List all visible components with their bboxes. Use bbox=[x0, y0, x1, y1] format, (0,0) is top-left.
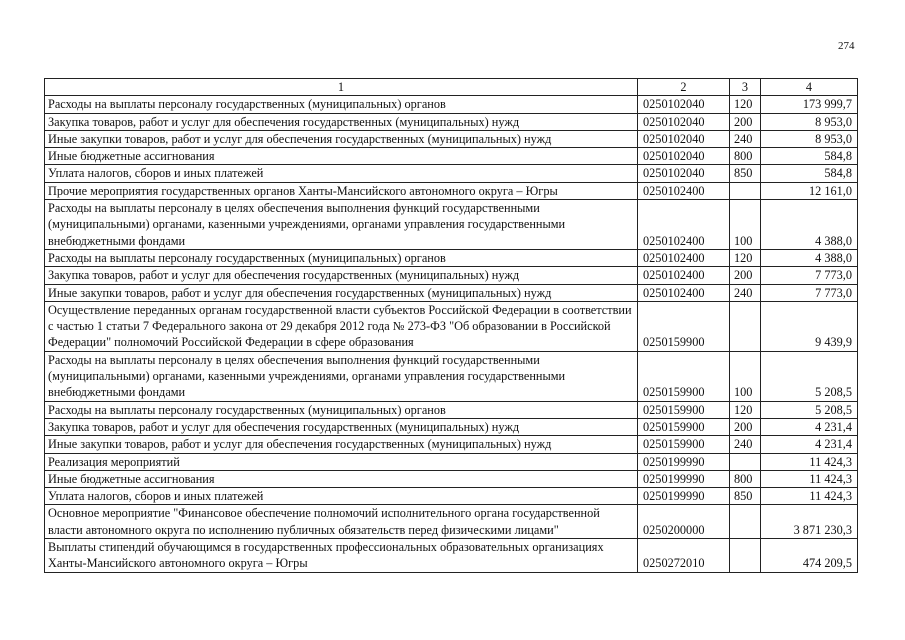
row-code-cell: 0250102400 bbox=[638, 249, 730, 266]
row-code-cell: 0250200000 bbox=[638, 505, 730, 539]
row-code-cell: 0250272010 bbox=[638, 539, 730, 573]
header-col-1: 1 bbox=[45, 79, 638, 96]
row-type-cell: 120 bbox=[730, 401, 761, 418]
row-name-cell: Расходы на выплаты персоналу государственных (муниципальных) органов bbox=[45, 249, 638, 266]
row-code-cell: 0250102400 bbox=[638, 182, 730, 199]
table-row bbox=[45, 284, 858, 301]
table-row bbox=[45, 488, 858, 505]
row-type-cell: 240 bbox=[730, 436, 761, 453]
row-type-cell: 800 bbox=[730, 470, 761, 487]
row-amount-cell: 3 871 230,3 bbox=[761, 505, 858, 539]
row-amount-cell: 11 424,3 bbox=[761, 453, 858, 470]
row-type-cell bbox=[730, 505, 761, 539]
row-type-cell: 800 bbox=[730, 148, 761, 165]
row-name-cell: Расходы на выплаты персоналу государственных (муниципальных) органов bbox=[45, 96, 638, 113]
row-amount-cell: 4 388,0 bbox=[761, 249, 858, 266]
row-type-cell: 850 bbox=[730, 488, 761, 505]
row-name-cell: Закупка товаров, работ и услуг для обеспечения государственных (муниципальных) нужд bbox=[45, 113, 638, 130]
row-code-cell: 0250159900 bbox=[638, 418, 730, 435]
row-amount-cell: 7 773,0 bbox=[761, 284, 858, 301]
table-header-row bbox=[45, 79, 858, 96]
row-name-cell: Осуществление переданных органам государственной власти субъектов Российской Федерации в соответствии с частью 1 статьи 7 Федерального закона от 29 декабря 2012 года № 273-ФЗ "Об образовании в Российской Федерации" полномочий Российской Федерации в сфере образования bbox=[45, 301, 638, 351]
row-name-cell: Расходы на выплаты персоналу в целях обеспечения выполнения функций государственными (муниципальными) органами, казенными учреждениями, органами управления государственными внебюджетными фондами bbox=[45, 351, 638, 401]
row-name-cell: Расходы на выплаты персоналу в целях обеспечения выполнения функций государственными (муниципальными) органами, казенными учреждениями, органами управления государственными внебюджетными фондами bbox=[45, 200, 638, 250]
row-type-cell bbox=[730, 539, 761, 573]
row-type-cell: 200 bbox=[730, 113, 761, 130]
row-name-cell: Уплата налогов, сборов и иных платежей bbox=[45, 165, 638, 182]
row-name-cell: Иные бюджетные ассигнования bbox=[45, 148, 638, 165]
row-amount-cell: 8 953,0 bbox=[761, 113, 858, 130]
row-amount-cell: 8 953,0 bbox=[761, 130, 858, 147]
table-row bbox=[45, 539, 858, 573]
page-number: 274 bbox=[838, 40, 855, 52]
table-row bbox=[45, 301, 858, 351]
row-type-cell: 120 bbox=[730, 96, 761, 113]
row-name-cell: Иные закупки товаров, работ и услуг для обеспечения государственных (муниципальных) нужд bbox=[45, 436, 638, 453]
row-type-cell bbox=[730, 182, 761, 199]
row-type-cell: 240 bbox=[730, 284, 761, 301]
table-row bbox=[45, 96, 858, 113]
row-code-cell: 0250199990 bbox=[638, 453, 730, 470]
table-row bbox=[45, 182, 858, 199]
row-code-cell: 0250159900 bbox=[638, 436, 730, 453]
table-row bbox=[45, 200, 858, 250]
row-code-cell: 0250102040 bbox=[638, 113, 730, 130]
row-name-cell: Реализация мероприятий bbox=[45, 453, 638, 470]
row-code-cell: 0250199990 bbox=[638, 488, 730, 505]
table-row bbox=[45, 453, 858, 470]
table-row bbox=[45, 401, 858, 418]
row-amount-cell: 474 209,5 bbox=[761, 539, 858, 573]
table-body bbox=[45, 96, 858, 572]
row-amount-cell: 4 231,4 bbox=[761, 418, 858, 435]
table-row bbox=[45, 267, 858, 284]
row-amount-cell: 584,8 bbox=[761, 148, 858, 165]
row-type-cell: 120 bbox=[730, 249, 761, 266]
row-type-cell: 200 bbox=[730, 418, 761, 435]
header-col-3: 3 bbox=[730, 79, 761, 96]
row-amount-cell: 173 999,7 bbox=[761, 96, 858, 113]
table-row bbox=[45, 436, 858, 453]
row-type-cell bbox=[730, 453, 761, 470]
row-code-cell: 0250102040 bbox=[638, 96, 730, 113]
table-row bbox=[45, 130, 858, 147]
row-name-cell: Закупка товаров, работ и услуг для обеспечения государственных (муниципальных) нужд bbox=[45, 418, 638, 435]
row-code-cell: 0250102400 bbox=[638, 267, 730, 284]
row-type-cell: 100 bbox=[730, 351, 761, 401]
row-code-cell: 0250102400 bbox=[638, 200, 730, 250]
row-type-cell: 100 bbox=[730, 200, 761, 250]
row-type-cell bbox=[730, 301, 761, 351]
row-code-cell: 0250159900 bbox=[638, 301, 730, 351]
row-name-cell: Прочие мероприятия государственных органов Ханты-Мансийского автономного округа – Югры bbox=[45, 182, 638, 199]
table-row bbox=[45, 418, 858, 435]
row-name-cell: Закупка товаров, работ и услуг для обеспечения государственных (муниципальных) нужд bbox=[45, 267, 638, 284]
row-type-cell: 200 bbox=[730, 267, 761, 284]
row-amount-cell: 5 208,5 bbox=[761, 401, 858, 418]
row-type-cell: 240 bbox=[730, 130, 761, 147]
row-code-cell: 0250159900 bbox=[638, 351, 730, 401]
row-amount-cell: 5 208,5 bbox=[761, 351, 858, 401]
row-name-cell: Иные закупки товаров, работ и услуг для обеспечения государственных (муниципальных) нужд bbox=[45, 130, 638, 147]
row-amount-cell: 12 161,0 bbox=[761, 182, 858, 199]
table-row bbox=[45, 113, 858, 130]
row-amount-cell: 584,8 bbox=[761, 165, 858, 182]
row-name-cell: Основное мероприятие "Финансовое обеспечение полномочий исполнительного органа государственной власти автономного округа по исполнению публичных обязательств перед физическими лицами" bbox=[45, 505, 638, 539]
row-code-cell: 0250102400 bbox=[638, 284, 730, 301]
row-code-cell: 0250102040 bbox=[638, 130, 730, 147]
table-row bbox=[45, 505, 858, 539]
row-code-cell: 0250199990 bbox=[638, 470, 730, 487]
table-row bbox=[45, 470, 858, 487]
table-row bbox=[45, 249, 858, 266]
table-row bbox=[45, 148, 858, 165]
row-name-cell: Уплата налогов, сборов и иных платежей bbox=[45, 488, 638, 505]
header-col-4: 4 bbox=[761, 79, 858, 96]
row-amount-cell: 11 424,3 bbox=[761, 470, 858, 487]
row-amount-cell: 9 439,9 bbox=[761, 301, 858, 351]
row-name-cell: Иные закупки товаров, работ и услуг для обеспечения государственных (муниципальных) нужд bbox=[45, 284, 638, 301]
table-row bbox=[45, 165, 858, 182]
row-name-cell: Выплаты стипендий обучающимся в государственных профессиональных образовательных организациях Ханты-Мансийского автономного округа – Югры bbox=[45, 539, 638, 573]
row-name-cell: Расходы на выплаты персоналу государственных (муниципальных) органов bbox=[45, 401, 638, 418]
row-code-cell: 0250102040 bbox=[638, 148, 730, 165]
row-type-cell: 850 bbox=[730, 165, 761, 182]
header-col-2: 2 bbox=[638, 79, 730, 96]
row-amount-cell: 4 231,4 bbox=[761, 436, 858, 453]
row-code-cell: 0250159900 bbox=[638, 401, 730, 418]
row-amount-cell: 11 424,3 bbox=[761, 488, 858, 505]
row-amount-cell: 7 773,0 bbox=[761, 267, 858, 284]
budget-table bbox=[44, 78, 858, 573]
table-row bbox=[45, 351, 858, 401]
row-amount-cell: 4 388,0 bbox=[761, 200, 858, 250]
row-code-cell: 0250102040 bbox=[638, 165, 730, 182]
row-name-cell: Иные бюджетные ассигнования bbox=[45, 470, 638, 487]
